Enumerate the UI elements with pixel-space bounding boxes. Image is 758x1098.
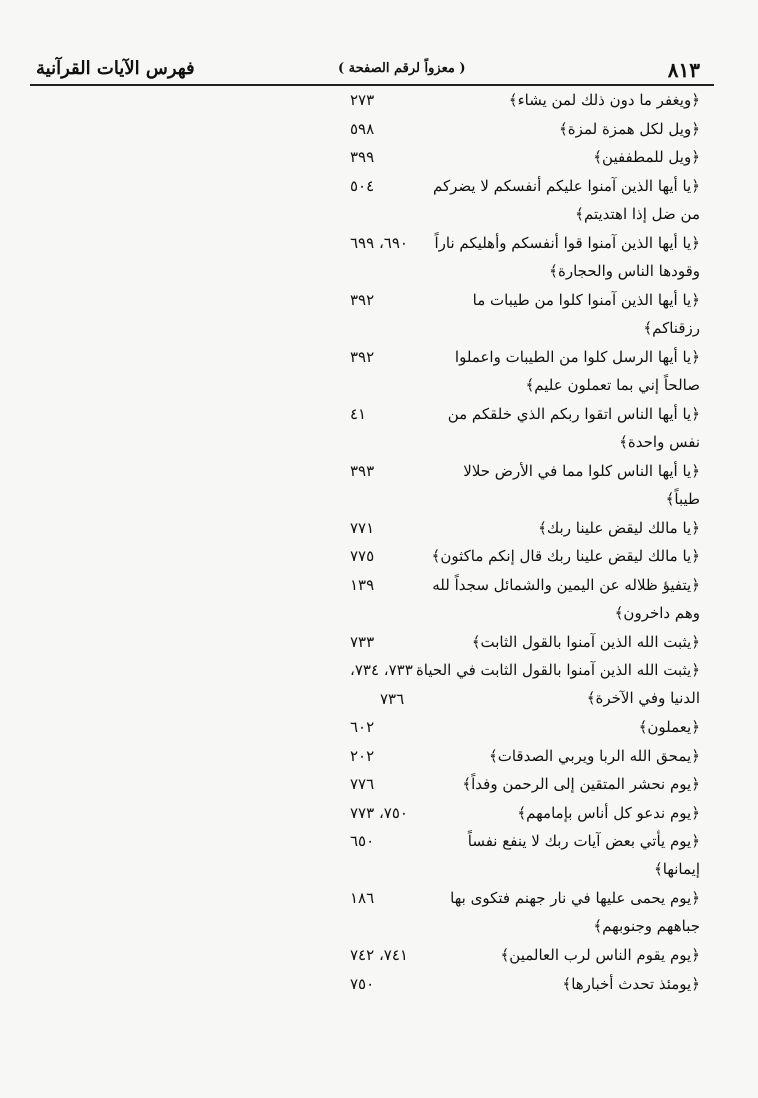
page-refs-continued: ٧٣٦ xyxy=(380,689,405,708)
verse-line: نفس واحدة﴾ xyxy=(619,432,700,451)
verse-text xyxy=(420,884,700,940)
page-refs: ٥٩٨ xyxy=(350,119,375,138)
page-refs: ٤١ xyxy=(350,404,367,423)
page-refs: ٧٤١، ٧٤٢ xyxy=(350,946,408,964)
verse-text xyxy=(420,343,700,399)
page-refs: ٦٥٠ xyxy=(350,832,375,850)
page-refs: ٧٧٦ xyxy=(350,775,375,793)
verse-line: ﴿يا أيها الرسل كلوا من الطيبات واعملوا xyxy=(454,347,700,366)
verse-text xyxy=(420,514,700,542)
page-refs: ٧٧١ xyxy=(350,518,375,537)
verse-line: ﴿ويل لكل همزة لمزة﴾ xyxy=(559,119,700,138)
page-header xyxy=(0,58,758,84)
verse-line: ﴿يا أيها الذين آمنوا قوا أنفسكم وأهليكم ناراً xyxy=(434,233,700,252)
page-refs: ٧٣٣، ٧٣٤، xyxy=(350,661,413,679)
verse-text xyxy=(420,941,700,969)
verse-text xyxy=(420,799,700,827)
index-title: فهرس الآيات القرآنية xyxy=(36,58,195,79)
verse-line: ﴿يوم يأتي بعض آيات ربك لا ينفع نفساً xyxy=(467,832,700,850)
verse-line: ﴿يمحق الله الربا ويربي الصدقات﴾ xyxy=(488,746,700,765)
page-refs: ٥٠٤ xyxy=(350,176,375,195)
verse-line: ﴿يوم يقوم الناس لرب العالمين﴾ xyxy=(500,946,700,964)
page-refs: ٦٠٢ xyxy=(350,718,375,736)
verse-text xyxy=(420,742,700,770)
page-refs: ٧٥٠، ٧٧٣ xyxy=(350,803,408,822)
page-refs: ٢٧٣ xyxy=(350,91,375,109)
page-refs: ٧٥٠ xyxy=(350,974,375,993)
verse-text xyxy=(420,400,700,456)
verse-line: ﴿يثبت الله الذين آمنوا بالقول الثابت﴾ xyxy=(471,632,700,651)
verse-line: ﴿يومئذ تحدث أخبارها﴾ xyxy=(562,974,700,993)
verse-line: ﴿يا أيها الناس اتقوا ربكم الذي خلقكم من xyxy=(447,404,700,423)
verse-text xyxy=(420,542,700,570)
verse-text xyxy=(420,970,700,998)
verse-text xyxy=(420,229,700,285)
verse-line: ﴿يا مالك ليقض علينا ربك قال إنكم ماكثون﴾ xyxy=(431,547,700,565)
verse-text xyxy=(420,628,700,656)
verse-line: ﴿يوم نحشر المتقين إلى الرحمن وفداً﴾ xyxy=(462,775,700,793)
index-note: ( معزواً لرقم الصفحة ) xyxy=(338,61,466,76)
page-refs: ٦٩٠، ٦٩٩ xyxy=(350,233,408,252)
verse-text xyxy=(420,713,700,741)
verse-line: ﴿يتفيؤ ظلاله عن اليمين والشمائل سجداً لله xyxy=(432,575,700,594)
page-refs: ٣٩٢ xyxy=(350,347,375,366)
verse-line: وهم داخرون﴾ xyxy=(614,603,700,622)
verse-line: ﴿يا مالك ليقض علينا ربك﴾ xyxy=(538,518,700,537)
verse-text xyxy=(420,827,700,883)
verse-line: صالحاً إني بما تعملون عليم﴾ xyxy=(525,375,700,394)
verse-text xyxy=(420,286,700,342)
verse-line: طيباً﴾ xyxy=(665,489,700,508)
verse-text xyxy=(420,172,700,228)
page-refs: ٢٠٢ xyxy=(350,746,375,765)
verse-line: رزقناكم﴾ xyxy=(643,318,700,337)
page-refs: ٣٩٢ xyxy=(350,290,375,309)
verse-line: وقودها الناس والحجارة﴾ xyxy=(549,261,700,280)
verse-text xyxy=(415,656,700,712)
verse-line: ﴿يا أيها الذين آمنوا كلوا من طيبات ما xyxy=(472,290,700,309)
page-refs: ٣٩٩ xyxy=(350,148,375,166)
verse-text xyxy=(420,143,700,171)
verse-line: ﴿يوم يحمى عليها في نار جهنم فتكوى بها xyxy=(450,889,700,907)
verse-line: ﴿يا أيها الناس كلوا مما في الأرض حلالا xyxy=(463,461,700,480)
verse-text xyxy=(420,770,700,798)
verse-line: من ضل إذا اهتديتم﴾ xyxy=(575,204,700,223)
verse-line: ﴿يثبت الله الذين آمنوا بالقول الثابت في الحياة xyxy=(415,661,700,679)
verse-line: ﴿يا أيها الذين آمنوا عليكم أنفسكم لا يضركم xyxy=(432,176,700,195)
verse-text xyxy=(420,457,700,513)
page-refs: ٧٧٥ xyxy=(350,547,375,565)
verse-line: ﴿يعملون﴾ xyxy=(638,718,700,736)
verse-text xyxy=(420,571,700,627)
verse-line: ﴿ويغفر ما دون ذلك لمن يشاء﴾ xyxy=(508,91,700,109)
verse-line: إيمانها﴾ xyxy=(653,860,700,878)
page-refs: ٧٣٣ xyxy=(350,632,375,651)
verse-text xyxy=(420,86,700,114)
page-refs: ١٨٦ xyxy=(350,889,375,907)
verse-line: الدنيا وفي الآخرة﴾ xyxy=(586,689,700,707)
verse-line: جباههم وجنوبهم﴾ xyxy=(593,917,700,935)
page-refs: ١٣٩ xyxy=(350,575,375,594)
page-number: ٨١٣ xyxy=(667,58,700,82)
page-refs: ٣٩٣ xyxy=(350,461,375,480)
verse-line: ﴿يوم ندعو كل أناس بإمامهم﴾ xyxy=(517,803,700,822)
verse-line: ﴿ويل للمطففين﴾ xyxy=(593,148,700,166)
verse-text xyxy=(420,115,700,143)
